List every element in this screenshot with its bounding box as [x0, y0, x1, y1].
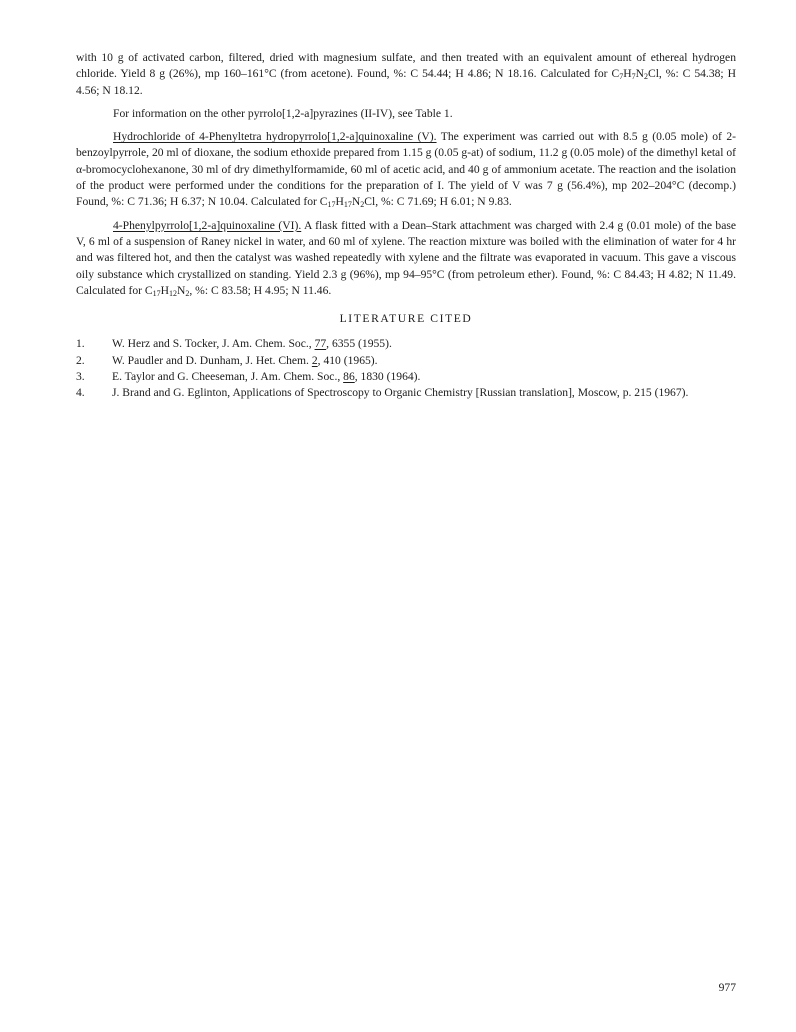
reference-item: [76, 369, 736, 385]
reference-volume: 77: [314, 337, 327, 351]
paragraph-preparation-i: with 10 g of activated carbon, filtered, dried with magnesium sulfate, and then treated with an equivalent amount of ethereal hydrogen chloride. Yield 8 g (26%), mp 160–161°C (from acetone). Found, %: C 54.44; H 4.86; N 18.16. Calculated for $C_7H_7N_2Cl$, %: C 54.38; H 4.56; N 18.12.: [76, 51, 736, 97]
reference-item: [76, 385, 736, 401]
reference-text: W. Paudler and D. Dunham, J. Het. Chem. 2, 410 (1965).: [112, 353, 378, 367]
reference-text: J. Brand and G. Eglinton, Applications of Spectroscopy to Organic Chemistry [Russian translation], Moscow, p. 215 (1967).: [112, 386, 689, 400]
reference-number: 2.: [76, 353, 85, 367]
compound-vi-title: 4-Phenylpyrrolo[1,2-a]quinoxaline (VI).: [113, 218, 302, 232]
reference-number: 1.: [76, 337, 85, 351]
reference-number: 3.: [76, 370, 85, 384]
reference-item: [76, 353, 736, 369]
article-body: [76, 50, 736, 402]
paragraph-table-reference: For information on the other pyrrolo[1,2-a]pyrazines (II-IV), see Table 1.: [113, 106, 453, 120]
literature-cited-heading: LITERATURE CITED: [339, 312, 473, 326]
reference-text: W. Herz and S. Tocker, J. Am. Chem. Soc., 77, 6355 (1955).: [112, 337, 392, 351]
reference-item: [76, 336, 736, 352]
reference-volume: 2: [311, 353, 318, 367]
compound-v-title: Hydrochloride of 4-Phenyltetra hydropyrrolo[1,2-a]quinoxaline (V).: [113, 130, 437, 144]
reference-volume: 86: [343, 370, 355, 384]
reference-number: 4.: [76, 386, 85, 400]
reference-text: E. Taylor and G. Cheeseman, J. Am. Chem. Soc., 86, 1830 (1964).: [112, 370, 421, 384]
reference-list: [76, 336, 736, 401]
page-number: 977: [718, 981, 736, 994]
paragraph-compound-v: Hydrochloride of 4-Phenyltetra hydropyrrolo[1,2-a]quinoxaline (V). The experiment was carried out with 8.5 g (0.05 mole) of 2-benzoylpyrrole, 20 ml of dioxane, the sodium ethoxide prepared from 1.15 g (0.05 g-at) of sodium, 11.2 g (0.05 mole) of the dimethyl ketal of α-bromocyclohexanone, 30 ml of dry dimethylformamide, 60 ml of acetic acid, and 40 g of ammonium acetate. The reaction and the isolation of the product were performed under the conditions for the preparation of I. The yield of V was 7 g (56.4%), mp 202–204°C (decomp.) Found, %: C 71.36; H 6.37; N 10.04. Calculated for $C_{17}H_{17}N_2Cl$, %: C 71.69; H 6.01; N 9.83.: [76, 130, 736, 210]
paragraph-compound-vi: 4-Phenylpyrrolo[1,2-a]quinoxaline (VI). A flask fitted with a Dean–Stark attachment was charged with 2.4 g (0.01 mole) of the base V, 6 ml of a suspension of Raney nickel in water, and 60 ml of xylene. The reaction mixture was boiled with the elimination of water for 4 hr and was filtered hot, and then the catalyst was washed repeatedly with xylene and the filtrate was evaporated in vacuum. This gave a viscous oily substance which crystallized on standing. Yield 2.3 g (96%), mp 94–95°C (from petroleum ether). Found, %: C 84.43; H 4.82; N 11.49. Calculated for $C_{17}H_{12}N_2$, %: C 83.58; H 4.95; N 11.46.: [76, 218, 736, 298]
